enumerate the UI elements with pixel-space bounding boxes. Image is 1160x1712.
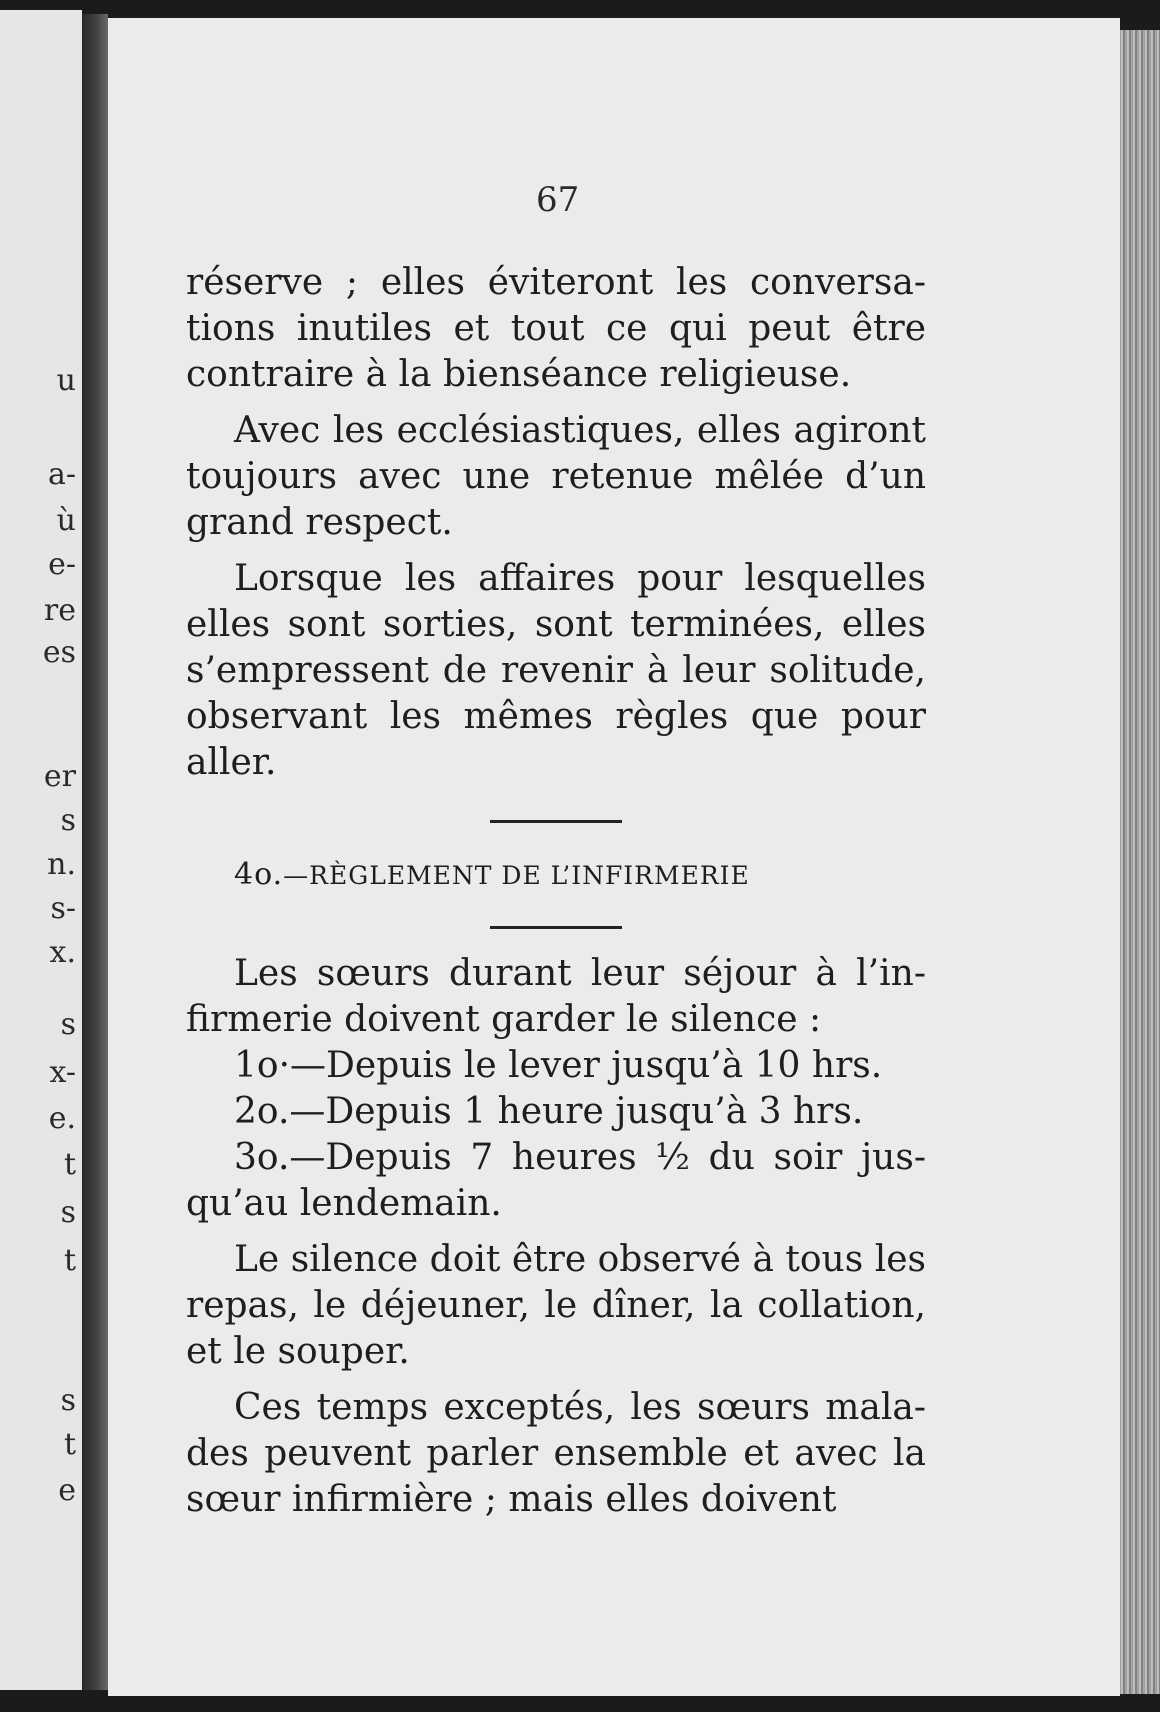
section-rule-top <box>490 820 622 823</box>
left-page-fragment: x- <box>49 1055 76 1090</box>
left-page-fragment: e- <box>48 547 76 582</box>
paragraph: réserve ; elles éviteront les conversations inutiles et tout ce qui peut être contraire à la bienséance religieuse. <box>186 262 926 395</box>
left-page-fragment: s <box>60 803 76 838</box>
left-page-fragment: x. <box>49 935 76 970</box>
list-item: 1o·—Depuis le lever jusqu’à 10 hrs. <box>234 1045 883 1086</box>
left-page-fragment: e <box>58 1473 76 1508</box>
page-body <box>186 260 926 1533</box>
paragraph: Ces temps exceptés, les sœurs malades peuvent parler ensemble et avec la sœur infirmière ; mais elles doivent <box>186 1387 926 1520</box>
list-item: 2o.—Depuis 1 heure jusqu’à 3 hrs. <box>234 1091 864 1132</box>
page-number: 67 <box>536 180 580 220</box>
list-item: 3o.—Depuis 7 heures ½ du soir jusqu’au lendemain. <box>186 1137 926 1224</box>
page-edge <box>1120 30 1160 1694</box>
left-page-fragment: ù <box>56 503 76 538</box>
left-page-fragment: s <box>60 1195 76 1230</box>
left-page <box>0 10 82 1690</box>
left-page-fragment: es <box>42 635 76 670</box>
left-page-fragment: s <box>60 1383 76 1418</box>
left-page-fragment: re <box>43 593 76 628</box>
section-title: —RÈGLEMENT DE L’INFIRMERIE <box>283 861 750 890</box>
left-page-fragment: u <box>56 363 76 398</box>
left-page-fragment: t <box>63 1243 76 1278</box>
left-page-fragment: s- <box>50 891 76 926</box>
paragraph: Les sœurs durant leur séjour à l’infirmerie doivent garder le silence : <box>186 953 926 1040</box>
left-page-fragment: e. <box>48 1101 76 1136</box>
left-page-fragment: a- <box>47 457 76 492</box>
left-page-fragment: t <box>63 1427 76 1462</box>
paragraph: Avec les ecclésiastiques, elles agiront toujours avec une retenue mêlée d’un grand respect. <box>186 410 926 543</box>
paragraph: Le silence doit être observé à tous les repas, le déjeuner, le dîner, la collation, et le souper. <box>186 1239 926 1372</box>
left-page-fragment: t <box>63 1147 76 1182</box>
paragraph: Lorsque les affaires pour lesquelles elles sont sorties, sont terminées, elles s’empressent de revenir à leur solitude, observant les mêmes règles que pour aller. <box>186 558 926 783</box>
left-page-fragment: er <box>43 759 76 794</box>
section-heading <box>234 855 926 896</box>
section-number: 4o. <box>234 857 284 892</box>
book-gutter <box>82 14 108 1690</box>
left-page-fragment: n. <box>47 847 76 882</box>
left-page-fragment: s <box>60 1007 76 1042</box>
